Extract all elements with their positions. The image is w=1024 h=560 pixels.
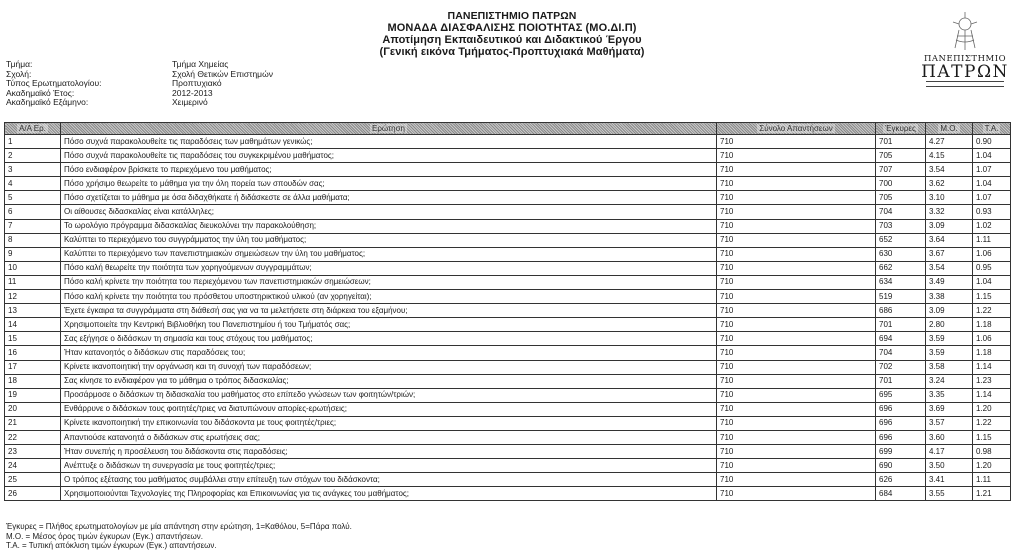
mean-value: 3.55 bbox=[926, 487, 973, 501]
valid-responses: 696 bbox=[876, 402, 926, 416]
std-deviation: 1.06 bbox=[973, 332, 1011, 346]
metadata-value: 2012-2013 bbox=[172, 87, 213, 98]
row-number: 17 bbox=[5, 360, 61, 374]
row-number: 4 bbox=[5, 177, 61, 191]
question-text: Κρίνετε ικανοποιητική την επικοινωνία του διδάσκοντα με τους φοιτητές/τριες; bbox=[61, 416, 717, 430]
total-responses: 710 bbox=[717, 459, 876, 473]
row-number: 14 bbox=[5, 318, 61, 332]
mean-value: 4.15 bbox=[926, 149, 973, 163]
table-row bbox=[5, 346, 1011, 360]
valid-responses: 690 bbox=[876, 459, 926, 473]
mean-value: 3.59 bbox=[926, 346, 973, 360]
table-row bbox=[5, 332, 1011, 346]
valid-responses: 695 bbox=[876, 388, 926, 402]
std-deviation: 1.07 bbox=[973, 191, 1011, 205]
question-text: Ενθάρρυνε ο διδάσκων τους φοιτητές/τριες να διατυπώνουν απορίες-ερωτήσεις; bbox=[61, 402, 717, 416]
total-responses: 710 bbox=[717, 205, 876, 219]
total-responses: 710 bbox=[717, 233, 876, 247]
mean-value: 3.38 bbox=[926, 290, 973, 304]
mean-value: 3.67 bbox=[926, 247, 973, 261]
table-row bbox=[5, 233, 1011, 247]
question-text: Προσάρμοσε ο διδάσκων τη διδασκαλία του μαθήματος στο επίπεδο γνώσεων των φοιτητών/τριών; bbox=[61, 388, 717, 402]
logo-text-main: ΠΑΤΡΩΝ bbox=[921, 62, 1009, 82]
valid-responses: 701 bbox=[876, 135, 926, 149]
question-text: Πόσο καλή κρίνετε την ποιότητα του περιεχόμενου των πανεπιστημιακών σημειώσεων; bbox=[61, 275, 717, 289]
table-body bbox=[5, 135, 1011, 501]
question-text: Κρίνετε ικανοποιητική την οργάνωση και τη συνοχή των παραδόσεων; bbox=[61, 360, 717, 374]
table-row bbox=[5, 135, 1011, 149]
header-std-dev: Τ.Α. bbox=[973, 123, 1011, 135]
row-number: 23 bbox=[5, 445, 61, 459]
table-row bbox=[5, 473, 1011, 487]
mean-value: 3.32 bbox=[926, 205, 973, 219]
valid-responses: 519 bbox=[876, 290, 926, 304]
mean-value: 4.27 bbox=[926, 135, 973, 149]
std-deviation: 0.93 bbox=[973, 205, 1011, 219]
valid-responses: 704 bbox=[876, 346, 926, 360]
mean-value: 3.54 bbox=[926, 163, 973, 177]
table-row bbox=[5, 402, 1011, 416]
row-number: 26 bbox=[5, 487, 61, 501]
question-text: Πόσο χρήσιμο θεωρείτε το μάθημα για την όλη πορεία των σπουδών σας; bbox=[61, 177, 717, 191]
metadata-value: Χειμερινό bbox=[172, 97, 208, 108]
row-number: 1 bbox=[5, 135, 61, 149]
table-row bbox=[5, 487, 1011, 501]
mean-value: 3.57 bbox=[926, 416, 973, 430]
std-deviation: 1.18 bbox=[973, 346, 1011, 360]
std-deviation: 1.20 bbox=[973, 459, 1011, 473]
std-deviation: 1.15 bbox=[973, 290, 1011, 304]
row-number: 22 bbox=[5, 430, 61, 444]
total-responses: 710 bbox=[717, 374, 876, 388]
header-question: Ερώτηση bbox=[61, 123, 717, 135]
total-responses: 710 bbox=[717, 290, 876, 304]
valid-responses: 705 bbox=[876, 149, 926, 163]
std-deviation: 1.20 bbox=[973, 402, 1011, 416]
std-deviation: 0.98 bbox=[973, 445, 1011, 459]
question-text: Το ωρολόγιο πρόγραμμα διδασκαλίας διευκολύνει την παρακολούθηση; bbox=[61, 219, 717, 233]
row-number: 20 bbox=[5, 402, 61, 416]
std-deviation: 1.11 bbox=[973, 473, 1011, 487]
mean-value: 3.50 bbox=[926, 459, 973, 473]
table-row bbox=[5, 191, 1011, 205]
total-responses: 710 bbox=[717, 430, 876, 444]
table-row bbox=[5, 177, 1011, 191]
seal-icon bbox=[945, 10, 985, 52]
question-text: Πόσο σχετίζεται το μάθημα με όσα διδαχθήκατε ή διδάσκεστε σε άλλα μαθήματα; bbox=[61, 191, 717, 205]
table-row bbox=[5, 275, 1011, 289]
std-deviation: 0.90 bbox=[973, 135, 1011, 149]
table-row bbox=[5, 261, 1011, 275]
table-row bbox=[5, 247, 1011, 261]
std-deviation: 1.23 bbox=[973, 374, 1011, 388]
metadata-key: Ακαδημαϊκό Εξάμηνο: bbox=[6, 97, 89, 108]
university-logo bbox=[920, 10, 1010, 105]
header-mean: Μ.Ο. bbox=[926, 123, 973, 135]
question-text: Ήταν κατανοητός ο διδάσκων στις παραδόσεις του; bbox=[61, 346, 717, 360]
report-title: Αποτίμηση Εκπαιδευτικού και Διδακτικού Έργου bbox=[382, 34, 642, 46]
metadata-block bbox=[6, 60, 273, 108]
std-deviation: 1.15 bbox=[973, 430, 1011, 444]
mean-value: 3.60 bbox=[926, 430, 973, 444]
total-responses: 710 bbox=[717, 332, 876, 346]
total-responses: 710 bbox=[717, 318, 876, 332]
total-responses: 710 bbox=[717, 416, 876, 430]
mean-value: 3.09 bbox=[926, 219, 973, 233]
metadata-value: Τμήμα Χημείας bbox=[172, 59, 229, 69]
valid-responses: 704 bbox=[876, 205, 926, 219]
valid-responses: 699 bbox=[876, 445, 926, 459]
std-deviation: 0.95 bbox=[973, 261, 1011, 275]
valid-responses: 694 bbox=[876, 332, 926, 346]
table-row bbox=[5, 416, 1011, 430]
header-number: Α/Α Ερ. bbox=[5, 123, 61, 135]
row-number: 7 bbox=[5, 219, 61, 233]
table-row bbox=[5, 318, 1011, 332]
question-text: Ανέπτυξε ο διδάσκων τη συνεργασία με τους φοιτητές/τριες; bbox=[61, 459, 717, 473]
metadata-value: Προπτυχιακό bbox=[172, 78, 222, 89]
valid-responses: 662 bbox=[876, 261, 926, 275]
row-number: 16 bbox=[5, 346, 61, 360]
mean-value: 3.10 bbox=[926, 191, 973, 205]
mean-value: 2.80 bbox=[926, 318, 973, 332]
total-responses: 710 bbox=[717, 247, 876, 261]
header-total-responses: Σύνολο Απαντήσεων bbox=[717, 123, 876, 135]
valid-responses: 696 bbox=[876, 416, 926, 430]
table-row bbox=[5, 430, 1011, 444]
row-number: 24 bbox=[5, 459, 61, 473]
mean-value: 3.64 bbox=[926, 233, 973, 247]
table-header-row bbox=[5, 123, 1011, 135]
report-subtitle: (Γενική εικόνα Τμήματος-Προπτυχιακά Μαθήματα) bbox=[379, 46, 645, 58]
total-responses: 710 bbox=[717, 219, 876, 233]
row-number: 25 bbox=[5, 473, 61, 487]
table-row bbox=[5, 290, 1011, 304]
valid-responses: 703 bbox=[876, 219, 926, 233]
table-row bbox=[5, 459, 1011, 473]
row-number: 2 bbox=[5, 149, 61, 163]
total-responses: 710 bbox=[717, 346, 876, 360]
valid-responses: 696 bbox=[876, 430, 926, 444]
valid-responses: 686 bbox=[876, 304, 926, 318]
std-deviation: 1.18 bbox=[973, 318, 1011, 332]
std-deviation: 1.11 bbox=[973, 233, 1011, 247]
footnote: Τ.Α. = Τυπική απόκλιση τιμών έγκυρων (Εγκ.) απαντήσεων. bbox=[6, 541, 217, 551]
row-number: 10 bbox=[5, 261, 61, 275]
std-deviation: 1.02 bbox=[973, 219, 1011, 233]
valid-responses: 634 bbox=[876, 275, 926, 289]
total-responses: 710 bbox=[717, 177, 876, 191]
valid-responses: 701 bbox=[876, 374, 926, 388]
total-responses: 710 bbox=[717, 149, 876, 163]
metadata-key: Τύπος Ερωτηματολογίου: bbox=[6, 78, 102, 89]
std-deviation: 1.22 bbox=[973, 304, 1011, 318]
std-deviation: 1.06 bbox=[973, 247, 1011, 261]
total-responses: 710 bbox=[717, 445, 876, 459]
total-responses: 710 bbox=[717, 191, 876, 205]
valid-responses: 700 bbox=[876, 177, 926, 191]
mean-value: 3.35 bbox=[926, 388, 973, 402]
std-deviation: 1.21 bbox=[973, 487, 1011, 501]
valid-responses: 626 bbox=[876, 473, 926, 487]
std-deviation: 1.14 bbox=[973, 388, 1011, 402]
valid-responses: 652 bbox=[876, 233, 926, 247]
valid-responses: 707 bbox=[876, 163, 926, 177]
valid-responses: 630 bbox=[876, 247, 926, 261]
table-row bbox=[5, 304, 1011, 318]
total-responses: 710 bbox=[717, 304, 876, 318]
total-responses: 710 bbox=[717, 135, 876, 149]
table-row bbox=[5, 163, 1011, 177]
question-text: Χρησιμοποιείτε την Κεντρική Βιβλιοθήκη του Πανεπιστημίου ή του Τμήματός σας; bbox=[61, 318, 717, 332]
row-number: 13 bbox=[5, 304, 61, 318]
row-number: 11 bbox=[5, 275, 61, 289]
footnote: Έγκυρες = Πλήθος ερωτηματολογίων με μία απάντηση στην ερώτηση, 1=Καθόλου, 5=Πάρα πολύ. bbox=[6, 522, 352, 531]
mean-value: 3.62 bbox=[926, 177, 973, 191]
question-text: Πόσο συχνά παρακολουθείτε τις παραδόσεις του συγκεκριμένου μαθήματος; bbox=[61, 149, 717, 163]
question-text: Σας εξήγησε ο διδάσκων τη σημασία και τους στόχους του μαθήματος; bbox=[61, 332, 717, 346]
valid-responses: 701 bbox=[876, 318, 926, 332]
question-text: Πόσο ενδιαφέρον βρίσκετε το περιεχόμενο του μαθήματος; bbox=[61, 163, 717, 177]
total-responses: 710 bbox=[717, 275, 876, 289]
question-text: Έχετε έγκαιρα τα συγγράμματα στη διάθεσή σας για να τα μελετήσετε στη διάρκεια του εξαμήνου; bbox=[61, 304, 717, 318]
table-row bbox=[5, 205, 1011, 219]
university-title: ΠΑΝΕΠΙΣΤΗΜΙΟ ΠΑΤΡΩΝ bbox=[447, 10, 577, 22]
unit-title: ΜΟΝΑΔΑ ΔΙΑΣΦΑΛΙΣΗΣ ΠΟΙΟΤΗΤΑΣ (ΜΟ.ΔΙ.Π) bbox=[387, 22, 637, 34]
footnotes bbox=[6, 522, 352, 551]
std-deviation: 1.04 bbox=[973, 149, 1011, 163]
question-text: Πόσο καλή θεωρείτε την ποιότητα των χορηγούμενων συγγραμμάτων; bbox=[61, 261, 717, 275]
metadata-value: Σχολή Θετικών Επιστημών bbox=[172, 68, 273, 79]
std-deviation: 1.04 bbox=[973, 275, 1011, 289]
question-text: Ο τρόπος εξέτασης του μαθήματος συμβάλλει στην επίτευξη των στόχων του διδάσκοντα; bbox=[61, 473, 717, 487]
std-deviation: 1.07 bbox=[973, 163, 1011, 177]
row-number: 3 bbox=[5, 163, 61, 177]
question-text: Πόσο συχνά παρακολουθείτε τις παραδόσεις των μαθημάτων γενικώς; bbox=[61, 135, 717, 149]
mean-value: 3.59 bbox=[926, 332, 973, 346]
metadata-key: Σχολή: bbox=[6, 68, 32, 79]
mean-value: 4.17 bbox=[926, 445, 973, 459]
row-number: 5 bbox=[5, 191, 61, 205]
std-deviation: 1.04 bbox=[973, 177, 1011, 191]
total-responses: 710 bbox=[717, 473, 876, 487]
table-row bbox=[5, 374, 1011, 388]
question-text: Χρησιμοποιούνται Τεχνολογίες της Πληροφορίας και Επικοινωνίας για τις ανάγκες του μαθήματος; bbox=[61, 487, 717, 501]
mean-value: 3.49 bbox=[926, 275, 973, 289]
metadata-key: Τμήμα: bbox=[6, 59, 33, 69]
total-responses: 710 bbox=[717, 487, 876, 501]
std-deviation: 1.22 bbox=[973, 416, 1011, 430]
row-number: 12 bbox=[5, 290, 61, 304]
mean-value: 3.41 bbox=[926, 473, 973, 487]
row-number: 19 bbox=[5, 388, 61, 402]
total-responses: 710 bbox=[717, 402, 876, 416]
valid-responses: 684 bbox=[876, 487, 926, 501]
metadata-row bbox=[6, 98, 273, 108]
table-row bbox=[5, 360, 1011, 374]
total-responses: 710 bbox=[717, 360, 876, 374]
valid-responses: 705 bbox=[876, 191, 926, 205]
table-row bbox=[5, 219, 1011, 233]
row-number: 18 bbox=[5, 374, 61, 388]
question-text: Καλύπτει το περιεχόμενο των πανεπιστημιακών σημειώσεων την ύλη του μαθήματος; bbox=[61, 247, 717, 261]
row-number: 21 bbox=[5, 416, 61, 430]
mean-value: 3.58 bbox=[926, 360, 973, 374]
mean-value: 3.54 bbox=[926, 261, 973, 275]
table-row bbox=[5, 149, 1011, 163]
row-number: 15 bbox=[5, 332, 61, 346]
total-responses: 710 bbox=[717, 388, 876, 402]
question-text: Σας κίνησε το ενδιαφέρον για το μάθημα ο τρόπος διδασκαλίας; bbox=[61, 374, 717, 388]
header-valid: Έγκυρες bbox=[876, 123, 926, 135]
question-text: Απαντιούσε κατανοητά ο διδάσκων στις ερωτήσεις σας; bbox=[61, 430, 717, 444]
mean-value: 3.24 bbox=[926, 374, 973, 388]
valid-responses: 702 bbox=[876, 360, 926, 374]
row-number: 6 bbox=[5, 205, 61, 219]
question-text: Οι αίθουσες διδασκαλίας είναι κατάλληλες; bbox=[61, 205, 717, 219]
row-number: 9 bbox=[5, 247, 61, 261]
table-row bbox=[5, 388, 1011, 402]
total-responses: 710 bbox=[717, 163, 876, 177]
table-row bbox=[5, 445, 1011, 459]
total-responses: 710 bbox=[717, 261, 876, 275]
footnote: Μ.Ο. = Μέσος όρος τιμών έγκυρων (Εγκ.) απαντήσεων. bbox=[6, 531, 203, 541]
question-text: Καλύπτει το περιεχόμενο του συγγράμματος την ύλη του μαθήματος; bbox=[61, 233, 717, 247]
question-text: Πόσο καλή κρίνετε την ποιότητα του πρόσθετου υποστηρικτικού υλικού (αν χορηγείται); bbox=[61, 290, 717, 304]
document-header bbox=[0, 10, 1024, 58]
logo-text-top: ΠΑΝΕΠΙΣΤΗΜΙΟ bbox=[923, 54, 1007, 64]
metadata-key: Ακαδημαϊκό Έτος: bbox=[6, 87, 75, 98]
survey-results-table bbox=[4, 122, 1011, 501]
mean-value: 3.09 bbox=[926, 304, 973, 318]
row-number: 8 bbox=[5, 233, 61, 247]
question-text: Ήταν συνεπής η προσέλευση του διδάσκοντα στις παραδόσεις; bbox=[61, 445, 717, 459]
mean-value: 3.69 bbox=[926, 402, 973, 416]
std-deviation: 1.14 bbox=[973, 360, 1011, 374]
